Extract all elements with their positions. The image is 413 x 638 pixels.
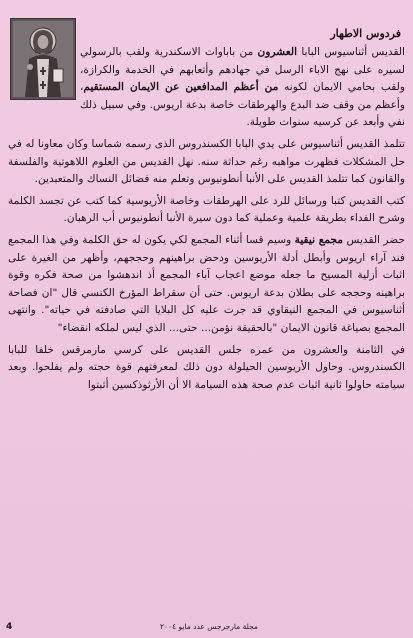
text-run: ، وأعظم من وقف ضد البدع والهرطقات خاصة بدعة اريوس. وفي سبيل ذلك نفي وأبعد عن كرسيه سنوات طويلة. <box>80 81 405 129</box>
text-run: كتب القديس كتبا ورسائل للرد على الهرطقات وخاصة الأريوسية كما كتب عن تجسد الكلمة وشرح الفداء بطريقة علمية وعملية كما دون سيرة الأنبا أنطونيوس أب الرهبان. <box>8 194 405 225</box>
text-run-bold: من أعظم المدافعين عن الايمان المستقيم <box>83 81 279 94</box>
paragraph <box>8 232 405 338</box>
text-run-bold: العشرون <box>257 46 298 58</box>
page-number: 4 <box>6 622 13 632</box>
article-body <box>8 26 405 394</box>
text-run-bold: مجمع نيقية <box>294 233 344 246</box>
paragraph <box>8 136 405 189</box>
paragraph <box>8 342 405 395</box>
article-title: فردوس الاطهار <box>330 27 401 40</box>
text-run: وسيم قسا أثناء المجمع لكي يكون له حق الكلمة وفي هذا المجمع فند آراء اريوس وأبطل أدلة الأريوسين ودحض براهينهم وحججهم، وأظهر من الغيرة على اثبات أزلية المسيح ما جعله موضع اعجاب آباء المجمع أذ اندهشوا من صحة فكره وقوة براهينه وحججه على بطلان بدعة اريوس. حتى أن سقراط المؤرخ الكنسي قال "ان فصاحة أثناسيوس في المجمع النيقاوي قد جرت عليه كل البلايا التي صادفته في حياته". وانتهى المجمع بصياغة قانون الايمان "بالحقيقة نؤمن... حتى... الذي ليس لملكه انقضاء" <box>8 233 405 334</box>
text-run: حضر القديس <box>343 233 405 246</box>
paragraph <box>8 193 405 228</box>
paragraph <box>8 44 405 132</box>
text-run: تتلمذ القديس أثناسيوس على يدي البابا الكسندروس الذى رسمه شماسا وكان معاونا له في حل المشكلات فظهرت مواهبه رغم حداثة سنه. نهل القديس من العلوم اللاهوتية والفلسفة والقانون كما تتلمذ القديس على الأنبا أنطونيوس وتعلم منه فضائل النساك والمتعبدين. <box>8 137 405 186</box>
text-run: في الثامنة والعشرون من عمره جلس القديس على كرسي مارمرقس خلفا للبابا الكسندروس. وحاول الأريوسين الحيلولة دون ذلك لمعرفتهم قوة حجته ولم يفلحوا. وبعد سيامته حاولوا ثانية اثبات عدم صحة هذه السيامة الا أن الأرثوذكسين أثبتوا <box>8 343 405 391</box>
text-run: من باباوات الاسكندرية ولقب بالرسولي لسيره على نهج الاباء الرسل في جهادهم وأتعابهم في الخدمة والكرازة، ولقب بحامي الايمان لكونه <box>80 46 405 94</box>
text-run: القديس أثناسيوس البابا <box>297 46 406 58</box>
page-footer <box>0 618 413 632</box>
issue-label: مجلة مارجرجس عدد مايو ٢٠٠٤ <box>160 622 258 631</box>
